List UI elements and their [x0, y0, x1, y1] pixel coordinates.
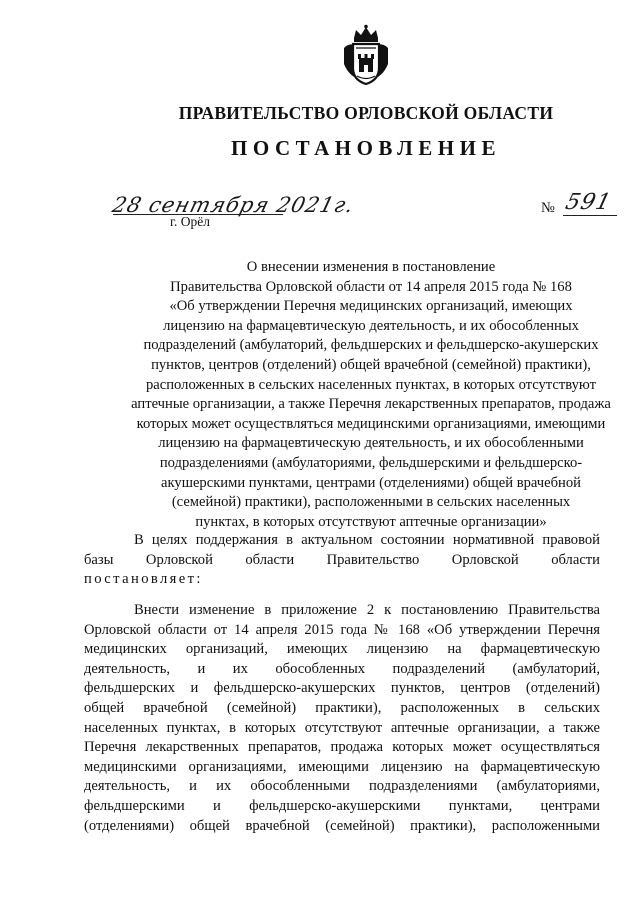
- body-line: Орловской области от 14 апреля 2015 года № 168 «Об утверждении Перечня: [84, 621, 600, 638]
- subject-line: расположенных в сельских населенных пунктах, в которых отсутствуют: [146, 376, 596, 393]
- handwritten-number: 591: [562, 190, 615, 215]
- subject-line: подразделений (амбулаторий, фельдшерских и фельдшерско-акушерских: [143, 337, 599, 354]
- subject-line: которых может осуществляться медицинскими организациями, имеющими: [136, 415, 606, 432]
- subject-line: подразделениями (амбулаториями, фельдшерскими и фельдшерско-: [159, 454, 583, 471]
- body-paragraph: [84, 601, 600, 836]
- document-type-title: ПОСТАНОВЛЕНИЕ: [231, 136, 501, 160]
- body-line: общей врачебной (семейной) практики), расположенных в сельских: [84, 699, 600, 716]
- subject-line: лицензию на фармацевтическую деятельность, и их обособленных: [163, 317, 579, 334]
- subject-line: пунктах, в которых отсутствуют аптечные организации»: [195, 513, 547, 530]
- subject-line: (семейной) практики), расположенными в сельских населенных: [171, 494, 571, 511]
- body-line: медицинских организаций, имеющих лицензию на фармацевтическую: [84, 641, 600, 658]
- subject-line: лицензию на фармацевтическую деятельность, и их обособленными: [158, 435, 584, 452]
- orel-coat-of-arms-icon: [340, 24, 392, 86]
- preamble-resolves: постановляет:: [84, 571, 203, 588]
- subject-line: Правительства Орловской области от 14 апреля 2015 года № 168: [170, 278, 572, 295]
- city-label: г. Орёл: [170, 214, 210, 229]
- body-line: деятельность, и их обособленными подразделениями (амбулаториями,: [84, 778, 600, 795]
- subject-line: аптечные организации, а также Перечня лекарственных препаратов, продажа: [131, 396, 611, 413]
- body-line: Внести изменение в приложение 2 к постановлению Правительства: [134, 602, 600, 618]
- subject-line: пунктов, центров (отделений) общей врачебной (семейной) практики),: [151, 356, 591, 373]
- subject-line: акушерскими пунктами, центрами (отделениями) общей врачебной: [161, 474, 581, 491]
- body-line: медицинскими организациями, имеющими лицензию на фармацевтическую: [84, 758, 600, 775]
- number-sign: №: [541, 200, 555, 216]
- preamble-line: В целях поддержания в актуальном состоянии нормативной правовой: [134, 532, 600, 548]
- body-line: деятельность, и их обособленных подразделений (амбулаторий,: [84, 660, 600, 677]
- subject-line: О внесении изменения в постановление: [246, 259, 496, 275]
- preamble-paragraph: [84, 531, 600, 590]
- number-underline: [563, 215, 617, 216]
- body-line: фельдшерскими и фельдшерско-акушерскими пунктами, центрами: [84, 797, 600, 814]
- subject-line: «Об утверждении Перечня медицинских организаций, имеющих: [169, 298, 573, 315]
- handwritten-date: 28 сентября 2021г.: [110, 193, 357, 217]
- body-line: (отделениями) общей врачебной (семейной) практики), расположенными: [84, 817, 600, 834]
- body-line: фельдшерских и фельдшерско-акушерских пунктов, центров (отделений): [84, 680, 600, 697]
- body-line: Перечня лекарственных препаратов, продажа которых может осуществляться: [84, 739, 600, 756]
- preamble-line: базы Орловской области Правительство Орловской области: [84, 551, 600, 568]
- body-line: населенных пунктах, в которых отсутствуют аптечные организации, а также: [84, 719, 600, 736]
- government-title: ПРАВИТЕЛЬСТВО ОРЛОВСКОЙ ОБЛАСТИ: [178, 103, 554, 123]
- decree-subject: [108, 258, 634, 532]
